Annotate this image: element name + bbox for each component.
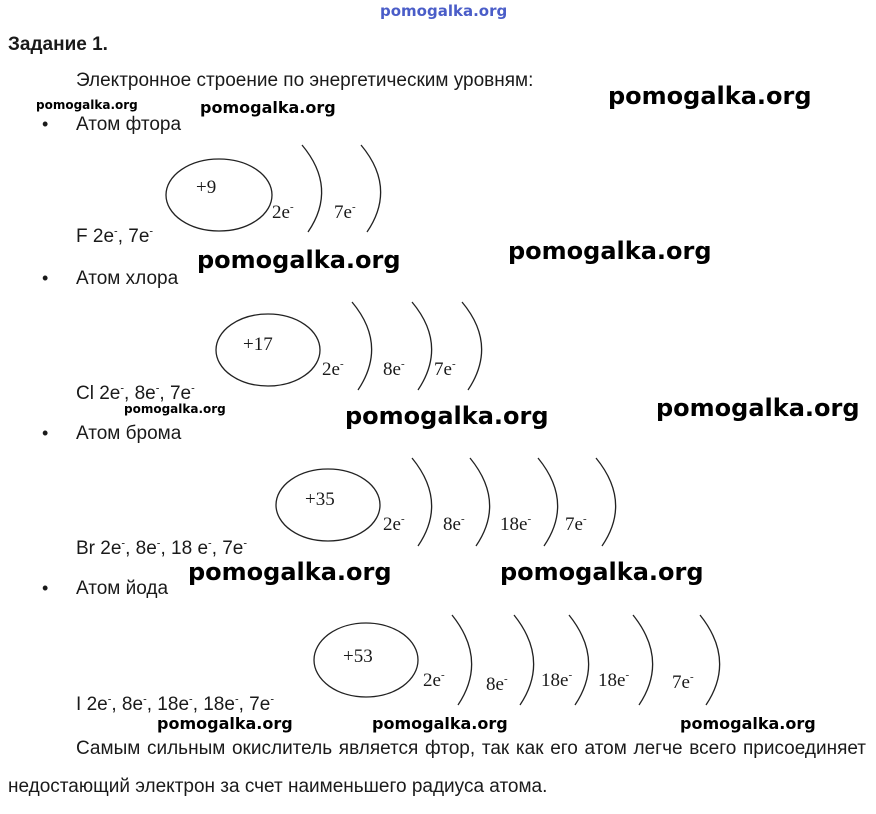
nucleus-charge: +53 — [343, 646, 373, 667]
shell-electrons: 8e- — [486, 673, 508, 695]
atom-label-bromine: • Атом брома — [76, 423, 181, 445]
shell-electrons: 8e- — [443, 513, 465, 535]
shell-arc — [412, 302, 432, 390]
formula-fluorine: F 2e-, 7e- — [76, 225, 154, 247]
nucleus-charge: +35 — [305, 489, 335, 510]
shell-arc — [700, 615, 720, 705]
atom-label-chlorine: • Атом хлора — [76, 268, 178, 290]
shell-electrons: 7e- — [334, 201, 356, 223]
watermark: pomogalka.org — [124, 402, 226, 416]
watermark: pomogalka.org — [188, 558, 392, 586]
shell-electrons: 7e- — [434, 358, 456, 380]
shell-arc — [569, 615, 589, 705]
diagram-iodine — [314, 615, 720, 705]
watermark: pomogalka.org — [157, 714, 293, 733]
intro-text: Электронное строение по энергетическим уровням: — [76, 70, 534, 91]
nucleus-fluorine — [166, 159, 272, 231]
watermark: pomogalka.org — [656, 394, 860, 422]
watermark: pomogalka.org — [345, 402, 549, 430]
formula-chlorine: Cl 2e-, 8e-, 7e- — [76, 382, 195, 404]
atom-label-iodine: • Атом йода — [76, 578, 168, 600]
watermark: pomogalka.org — [36, 98, 138, 112]
atom-label-fluorine: • Атом фтора — [76, 114, 181, 136]
watermark: pomogalka.org — [608, 82, 812, 110]
shell-electrons: 2e- — [383, 513, 405, 535]
shell-arc — [302, 145, 322, 232]
shell-electrons: 7e- — [565, 513, 587, 535]
conclusion-text: Самым сильным окислитель является фтор, так как его атом легче всего присоединяет недостающий электрон за счет наименьшего радиуса атома. — [8, 738, 866, 797]
watermark: pomogalka.org — [372, 714, 508, 733]
shell-electrons: 2e- — [322, 358, 344, 380]
watermark: pomogalka.org — [500, 558, 704, 586]
watermark: pomogalka.org — [197, 246, 401, 274]
shell-electrons: 7e- — [672, 671, 694, 693]
watermark: pomogalka.org — [200, 98, 336, 117]
shell-electrons: 18e- — [598, 669, 630, 691]
diagram-fluorine — [166, 145, 381, 232]
shell-electrons: 18e- — [541, 669, 573, 691]
formula-iodine: I 2e-, 8e-, 18e-, 18e-, 7e- — [76, 693, 274, 715]
shell-electrons: 2e- — [423, 669, 445, 691]
shell-arc — [633, 615, 653, 705]
formula-bromine: Br 2e-, 8e-, 18 e-, 7e- — [76, 537, 248, 559]
shell-arc — [596, 458, 616, 546]
shell-electrons: 18e- — [500, 513, 532, 535]
shell-electrons: 8e- — [383, 358, 405, 380]
diagram-chlorine — [216, 302, 482, 390]
shell-arc — [412, 458, 432, 546]
diagram-bromine — [276, 458, 616, 546]
task-heading: Задание 1. — [8, 34, 108, 55]
shell-arc — [470, 458, 490, 546]
watermark: pomogalka.org — [508, 237, 712, 265]
nucleus-charge: +17 — [243, 334, 273, 355]
watermark-top: pomogalka.org — [380, 2, 508, 20]
shell-arc — [514, 615, 534, 705]
nucleus-charge: +9 — [196, 177, 217, 198]
shell-arc — [462, 302, 482, 390]
shell-arc — [538, 458, 558, 546]
shell-arc — [452, 615, 472, 705]
shell-electrons: 2e- — [272, 201, 294, 223]
watermark: pomogalka.org — [680, 714, 816, 733]
shell-arc — [361, 145, 381, 232]
shell-arc — [352, 302, 372, 390]
